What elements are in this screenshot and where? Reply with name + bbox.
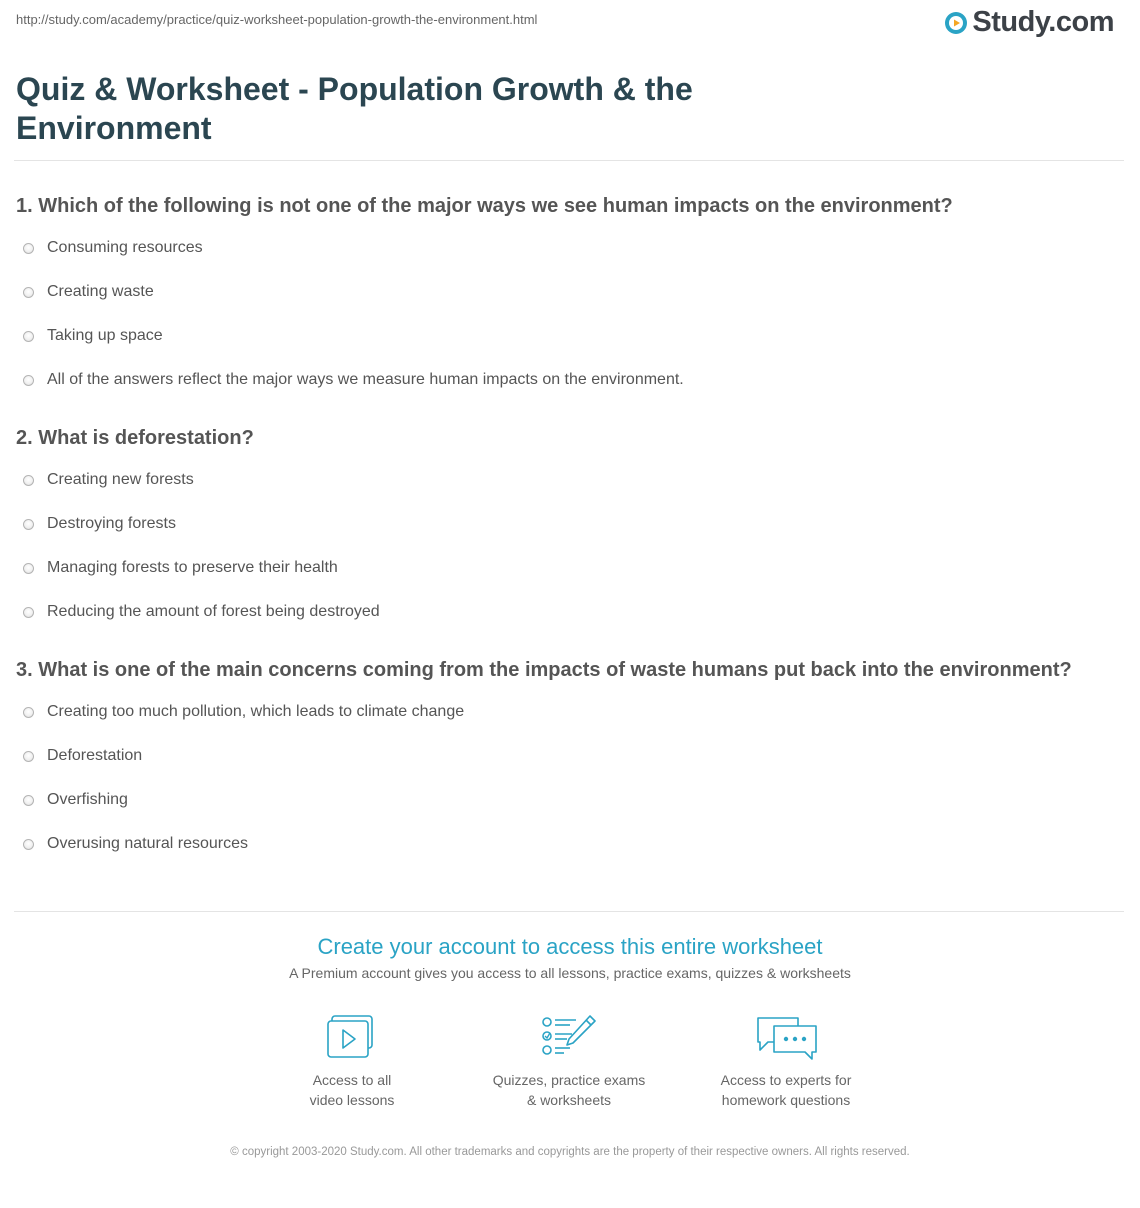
answer-option[interactable] [16,364,1126,408]
feature-text: Access to all video lessons [309,1072,395,1108]
question-2 [16,424,1126,640]
answer-option[interactable] [16,596,1126,640]
answer-text: All of the answers reflect the major ways we measure human impacts on the environment. [47,371,684,388]
answer-text: Overfishing [47,791,128,808]
logo-text: Study.com [972,6,1114,38]
feature-video-lessons [252,1012,452,1110]
quiz-checklist-icon [540,1012,598,1060]
radio-button[interactable] [23,563,34,574]
question-3 [16,656,1126,872]
chat-bubbles-icon [754,1012,818,1060]
cta-subtitle: A Premium account gives you access to all lessons, practice exams, quizzes & worksheets [289,965,851,981]
answer-option[interactable] [16,464,1126,508]
radio-button[interactable] [23,751,34,762]
answer-option[interactable] [16,784,1126,828]
answer-text: Creating too much pollution, which leads to climate change [47,703,465,720]
signup-cta [0,930,1140,982]
page-url: http://study.com/academy/practice/quiz-worksheet-population-growth-the-environment.html [16,12,538,27]
title-divider [14,160,1124,161]
radio-button[interactable] [23,243,34,254]
radio-button[interactable] [23,795,34,806]
answer-text: Consuming resources [47,239,203,256]
answer-text: Managing forests to preserve their health [47,559,338,576]
answer-text: Reducing the amount of forest being destroyed [47,603,380,620]
answer-text: Creating new forests [47,471,194,488]
question-text: 2. What is deforestation? [16,427,254,449]
feature-quizzes [469,1012,669,1110]
answer-option[interactable] [16,276,1126,320]
answer-option[interactable] [16,696,1126,740]
question-text: 1. Which of the following is not one of the major ways we see human impacts on the environment? [16,195,953,217]
answer-option[interactable] [16,508,1126,552]
question-text: 3. What is one of the main concerns coming from the impacts of waste humans put back into the environment? [16,659,1072,681]
play-circle-icon [944,11,968,35]
answer-text: Overusing natural resources [47,835,248,852]
answer-option[interactable] [16,552,1126,596]
radio-button[interactable] [23,607,34,618]
page-title: Quiz & Worksheet - Population Growth & the Environment [16,71,693,146]
answer-text: Creating waste [47,283,154,300]
quiz [16,192,1126,888]
answer-text: Destroying forests [47,515,176,532]
copyright: © copyright 2003-2020 Study.com. All other trademarks and copyrights are the property of their respective owners. All rights reserved. [230,1146,910,1158]
radio-button[interactable] [23,475,34,486]
answer-text: Deforestation [47,747,143,764]
radio-button[interactable] [23,839,34,850]
answer-option[interactable] [16,320,1126,364]
cta-title-link[interactable]: Create your account to access this entire worksheet [317,934,823,959]
answer-option[interactable] [16,740,1126,784]
radio-button[interactable] [23,287,34,298]
radio-button[interactable] [23,375,34,386]
question-1 [16,192,1126,408]
cta-divider [14,911,1124,912]
study-logo[interactable] [944,6,1114,39]
feature-experts [686,1012,886,1110]
radio-button[interactable] [23,331,34,342]
answer-option[interactable] [16,232,1126,276]
answer-option[interactable] [16,828,1126,872]
feature-text: Quizzes, practice exams & worksheets [492,1072,646,1108]
radio-button[interactable] [23,519,34,530]
radio-button[interactable] [23,707,34,718]
feature-text: Access to experts for homework questions [720,1072,852,1108]
video-lessons-icon [325,1012,379,1060]
answer-text: Taking up space [47,327,163,344]
